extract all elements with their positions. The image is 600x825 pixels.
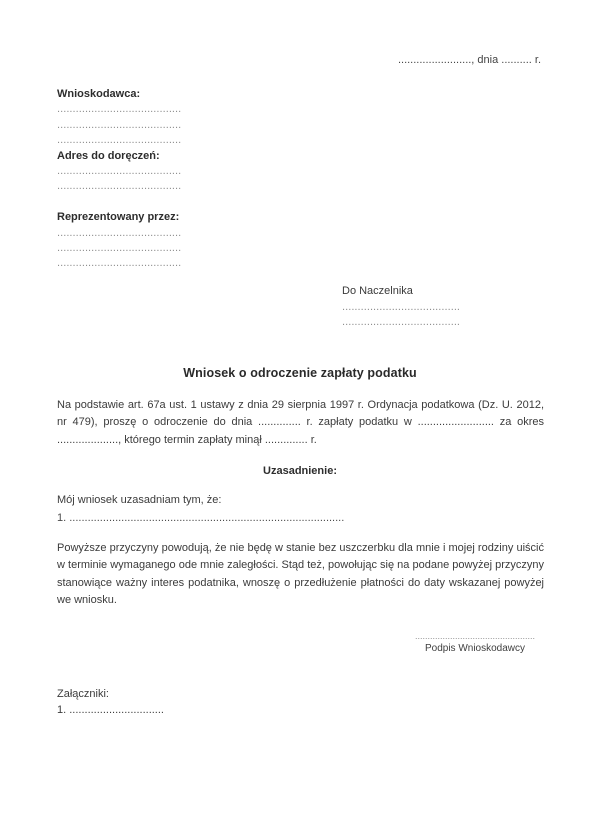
applicant-fill-line: ........................................ [57,134,182,147]
justification-intro-section [57,492,544,527]
document-title: Wniosek o odroczenie zapłaty podatku [183,366,417,380]
signature-fill-line: ................................................ [414,631,536,641]
justification-item-1: 1. .......................................................................................... [57,511,345,524]
blank-line [57,195,277,210]
signature-section [412,631,538,654]
attachments-label: Załączniki: [57,688,109,700]
signature-caption: Podpis Wnioskodawcy [424,643,526,654]
justification-paragraph: Powyższe przyczyny powodują, że nie będę w stanie bez uszczerbku dla mnie i mojej rodziny uiścić w terminie wymaganego ode mnie zaległości. Stąd też, powołując się na podane powyżej przyczyny stanowiące ważny interes podatnika, wnoszę o przedłużenie płatności do daty wskazanej powyżej we wniosku. [57,542,544,607]
address-fill-line: ........................................ [57,165,182,178]
sender-details-section [57,87,277,272]
addressee-fill-line: ...................................... [342,300,461,313]
attachments-section [57,687,307,719]
representative-fill-line: ........................................ [57,226,182,239]
attachments-item-1: 1. ............................... [57,703,164,716]
addressee-label: Do Naczelnika [342,285,413,297]
applicant-fill-line: ........................................ [57,103,182,116]
address-label: Adres do doręczeń: [57,149,160,162]
date-line: ........................, dnia .......... r. [397,54,541,66]
applicant-fill-line: ........................................ [57,118,182,131]
justification-intro-text: Mój wniosek uzasadniam tym, że: [57,494,222,506]
intro-paragraph: Na podstawie art. 67a ust. 1 ustawy z dnia 29 sierpnia 1997 r. Ordynacja podatkowa (Dz. U. 2012, nr 479), proszę o odroczenie do dnia .............. r. zapłaty podatku w ......................... za okres ...................., którego termin zapłaty minął .............. r. [57,399,544,446]
addressee-section [342,284,542,331]
addressee-fill-line: ...................................... [342,316,461,329]
address-fill-line: ........................................ [57,180,182,193]
representative-fill-line: ........................................ [57,257,182,270]
applicant-label: Wnioskodawca: [57,88,141,100]
justification-heading: Uzasadnienie: [263,465,337,477]
representative-label: Reprezentowany przez: [57,211,180,224]
representative-fill-line: ........................................ [57,242,182,255]
